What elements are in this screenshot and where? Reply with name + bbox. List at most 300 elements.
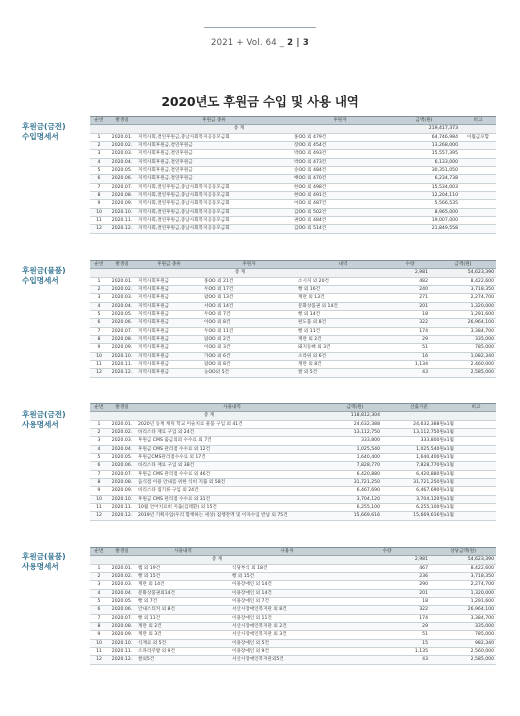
table-row bbox=[90, 361, 496, 369]
table-cell: 바리스타 집기류 구입 외 24건 bbox=[136, 487, 328, 495]
table-header-row bbox=[90, 261, 496, 269]
table-row bbox=[90, 573, 496, 581]
table-cell: 2020.10. bbox=[108, 495, 136, 503]
page-header bbox=[0, 0, 520, 60]
table-cell bbox=[460, 142, 496, 150]
total-label: 총 계 bbox=[90, 269, 390, 277]
table-cell: 43 bbox=[344, 656, 430, 664]
table-row bbox=[90, 512, 496, 520]
table-cell: 1,320,000 bbox=[430, 302, 496, 310]
table-cell: 팜OO 외 13건 bbox=[202, 294, 296, 302]
column-header: 비고 bbox=[460, 117, 496, 125]
table-cell: 7,828,770 bbox=[328, 462, 382, 470]
table-cell: 2020.05. bbox=[108, 454, 136, 462]
table-cell: 1,134 bbox=[390, 361, 430, 369]
table-cell: 2020.07. bbox=[108, 470, 136, 478]
table-row bbox=[90, 336, 496, 344]
table-cell: 2020.10. bbox=[108, 352, 136, 360]
table-cell: 13,112,750 bbox=[328, 429, 382, 437]
table-cell: 권OO 외 484건 bbox=[292, 217, 388, 225]
table-row bbox=[90, 277, 496, 285]
table-cell: 2020.03. bbox=[108, 294, 136, 302]
table-cell: 7 bbox=[90, 183, 108, 191]
section-label-goods-income bbox=[22, 266, 66, 286]
table-cell: 2020.06. bbox=[108, 462, 136, 470]
table-cell: 2020.07. bbox=[108, 183, 136, 191]
table-cell: 2020.06. bbox=[108, 175, 136, 183]
column-header: 순번 bbox=[90, 404, 108, 412]
table-cell: 2020.04. bbox=[108, 158, 136, 166]
table-cell: 편도품 외 8건 bbox=[296, 319, 390, 327]
table-cell: 335,000 bbox=[430, 336, 496, 344]
section-label-line1: 후원금(금전) bbox=[22, 410, 66, 419]
table-cell: 31,721,250 bbox=[328, 479, 382, 487]
table-cell: 18 bbox=[344, 598, 430, 606]
table-cell: 이OO 외 8건 bbox=[202, 319, 296, 327]
table-cell: 15,669,616원x1월 bbox=[382, 512, 456, 520]
table-cell: 서OO 외 14건 bbox=[202, 302, 296, 310]
table-cell: 계란 외 8건 bbox=[296, 361, 390, 369]
table-cell: 계란 외 2건 bbox=[296, 336, 390, 344]
table-cell: 돼지등뼈 외 3건 bbox=[296, 344, 390, 352]
table-row bbox=[90, 302, 496, 310]
column-header: 발생일 bbox=[108, 548, 136, 556]
total-row bbox=[90, 125, 496, 133]
table-cell: 지역사회후원금 bbox=[136, 327, 202, 335]
table-row bbox=[90, 606, 496, 614]
table-cell: 후원금 CMS 출금의뢰 수수료 외 7건 bbox=[136, 437, 328, 445]
table-cell: 2020.03. bbox=[108, 437, 136, 445]
table-cell: 이용장애인 외 5건 bbox=[230, 639, 344, 647]
table-cell: 12 bbox=[90, 369, 108, 377]
table-cell: 2020.04. bbox=[108, 302, 136, 310]
table-cell: 12 bbox=[90, 225, 108, 233]
table-cell: 2020.03. bbox=[108, 581, 136, 589]
table-cell bbox=[460, 158, 496, 166]
table-cell: 2020.11. bbox=[108, 648, 136, 656]
table-cell: 지역사회후원금 bbox=[136, 369, 202, 377]
table-cell: 3,718,350 bbox=[430, 286, 496, 294]
table-cell: 문화상품권외14건 bbox=[136, 589, 230, 597]
page-number: 2 | 3 bbox=[287, 38, 309, 48]
table-cell: 2020.09. bbox=[108, 631, 136, 639]
table-row bbox=[90, 344, 496, 352]
table-cell: 팜OO 외 8건 bbox=[202, 361, 296, 369]
table-cell: 지역사회후원금,결연후원금 bbox=[136, 158, 292, 166]
column-header: 수량 bbox=[390, 261, 430, 269]
column-header: 후원자 bbox=[202, 261, 296, 269]
table-cell: 290 bbox=[344, 581, 430, 589]
table-cell: 6,467,690원x1월 bbox=[382, 487, 456, 495]
table-cell: 빵 외 16건 bbox=[296, 286, 390, 294]
table-cell: 식당부식 외 18건 bbox=[230, 564, 344, 572]
table-cell: 2020.12. bbox=[108, 369, 136, 377]
table-cell: 빵 외 14건 bbox=[296, 311, 390, 319]
table-cell: 10 bbox=[90, 639, 108, 647]
table-cell: 2020.09. bbox=[108, 200, 136, 208]
table-cell: 계란 외 13건 bbox=[296, 294, 390, 302]
table-row bbox=[90, 445, 496, 453]
section-label-line2: 사용명세서 bbox=[22, 562, 59, 571]
table-row bbox=[90, 133, 496, 141]
table-cell: 두OO 외 11건 bbox=[202, 327, 296, 335]
table-cell: 1,640,400 bbox=[328, 454, 382, 462]
table-cell: 6,467,690 bbox=[328, 487, 382, 495]
table-cell: 쌀 외 5건 bbox=[296, 369, 390, 377]
table-cell: 12 bbox=[90, 512, 108, 520]
table-cell: 6,133,000 bbox=[388, 158, 460, 166]
table-cell: 2020.01. bbox=[108, 277, 136, 285]
table-cell: 3 bbox=[90, 581, 108, 589]
table-cell: 15 bbox=[344, 639, 430, 647]
total-cell bbox=[460, 125, 496, 133]
table-cell: 2020.05. bbox=[108, 598, 136, 606]
table-row bbox=[90, 208, 496, 216]
table-cell: 2,560,000 bbox=[430, 648, 496, 656]
table-row bbox=[90, 454, 496, 462]
table-cell: 13,268,000 bbox=[388, 142, 460, 150]
table-cell: 174 bbox=[344, 614, 430, 622]
table-cell: 쌀외5건 bbox=[136, 656, 230, 664]
table-cell: 2020.11. bbox=[108, 361, 136, 369]
table-cell bbox=[456, 504, 496, 512]
table-cell: 12 bbox=[90, 656, 108, 664]
table-cell: 빵 외 7건 bbox=[136, 598, 230, 606]
table-cell: 64,746,984 bbox=[388, 133, 460, 141]
table-cell: 소시지 외 20건 bbox=[296, 277, 390, 285]
table-cell bbox=[456, 462, 496, 470]
column-header: 발생일 bbox=[108, 117, 136, 125]
table-cell bbox=[460, 150, 496, 158]
table-cell: 6 bbox=[90, 462, 108, 470]
table-cell: 10 bbox=[90, 495, 108, 503]
table-row bbox=[90, 648, 496, 656]
column-header: 비고 bbox=[456, 404, 496, 412]
table-row bbox=[90, 581, 496, 589]
table-cell: 1,291,600 bbox=[430, 311, 496, 319]
column-header: 금액(원) bbox=[388, 117, 460, 125]
table-cell: 8 bbox=[90, 192, 108, 200]
table-row bbox=[90, 200, 496, 208]
table-cell: 7,828,770원x1월 bbox=[382, 462, 456, 470]
table-cell: 2020.02. bbox=[108, 429, 136, 437]
column-header: 사용내역 bbox=[136, 548, 230, 556]
table-cell: 9 bbox=[90, 487, 108, 495]
table-cell: 1 bbox=[90, 564, 108, 572]
table-cell: 2 bbox=[90, 573, 108, 581]
column-header: 후원금 종류 bbox=[136, 117, 292, 125]
section-label-line1: 후원금(물품) bbox=[22, 266, 66, 275]
table-cell bbox=[460, 200, 496, 208]
table-cell: 음식점 이용 안내를 위한 식비 지출 외 58건 bbox=[136, 479, 328, 487]
column-header: 상당금액(원) bbox=[430, 548, 496, 556]
table-cell: 서산시장애인복지관외5건 bbox=[230, 656, 344, 664]
table-header-row bbox=[90, 404, 496, 412]
table-cell: 2020.05. bbox=[108, 167, 136, 175]
table-row bbox=[90, 437, 496, 445]
section-label-line2: 사용명세서 bbox=[22, 420, 59, 429]
table-cell: 30,351,050 bbox=[388, 167, 460, 175]
table-cell: 지역사회,결연후원금,충남사회복지공동모금회 bbox=[136, 217, 292, 225]
table-row bbox=[90, 158, 496, 166]
table-cell: 785,000 bbox=[430, 344, 496, 352]
table-cell: 271 bbox=[390, 294, 430, 302]
table-cell: 현OO 외 491건 bbox=[292, 192, 388, 200]
table-cell: 15,557,395 bbox=[388, 150, 460, 158]
table-cell: 8,965,000 bbox=[388, 208, 460, 216]
table-cell: 2020.01. bbox=[108, 420, 136, 428]
table-cell: 21,849,558 bbox=[388, 225, 460, 233]
table-cell: 이용장애인 외 14건 bbox=[230, 581, 344, 589]
table-cell: 26,964,100 bbox=[430, 319, 496, 327]
table-cell: 11 bbox=[90, 504, 108, 512]
table-cell: 11 bbox=[90, 648, 108, 656]
table-cell: 51 bbox=[390, 344, 430, 352]
table-cell: 6 bbox=[90, 175, 108, 183]
table-cell: 1,025,540원x1월 bbox=[382, 445, 456, 453]
table-cell: 1 bbox=[90, 133, 108, 141]
table-cell: 2,274,700 bbox=[430, 581, 496, 589]
column-header: 순번 bbox=[90, 548, 108, 556]
table-cell: 7 bbox=[90, 614, 108, 622]
table-cell: 식재료 외 5건 bbox=[136, 639, 230, 647]
total-row bbox=[90, 412, 496, 420]
table-cell: 지역사회,결연후원금,충남사회복지공동모금회 bbox=[136, 208, 292, 216]
table-cell: 13,112,750원x1월 bbox=[382, 429, 456, 437]
table-row bbox=[90, 504, 496, 512]
table-cell: 2020.07. bbox=[108, 614, 136, 622]
section-label-line1: 후원금(금전) bbox=[22, 122, 66, 131]
table-cell: 김OO 외 502건 bbox=[292, 208, 388, 216]
table-cell: 지역사회후원금 bbox=[136, 344, 202, 352]
column-header: 금액(원) bbox=[328, 404, 382, 412]
table-cell: 지역사회후원금 bbox=[136, 361, 202, 369]
table-cell: 2020.01. bbox=[108, 133, 136, 141]
table-row bbox=[90, 656, 496, 664]
table-row bbox=[90, 286, 496, 294]
table-cell bbox=[460, 183, 496, 191]
table-cell: 지역사회후원금 bbox=[136, 294, 202, 302]
table-cell: 지역사회후원금 bbox=[136, 311, 202, 319]
table-cell: 7 bbox=[90, 327, 108, 335]
table-cell: 이용장애인 외 11건 bbox=[230, 614, 344, 622]
table-row bbox=[90, 639, 496, 647]
table-cell: 11 bbox=[90, 361, 108, 369]
column-header: 산출기준 bbox=[382, 404, 456, 412]
table-cell: 24,632,388원x1월 bbox=[382, 420, 456, 428]
table-cell bbox=[456, 445, 496, 453]
table-cell: 후원금 CMS 관리점 수수료 외 12건 bbox=[136, 445, 328, 453]
table-cell: 가OO 외 6건 bbox=[202, 352, 296, 360]
table-cell: 2020.06. bbox=[108, 319, 136, 327]
table-cell: 빵 외 11건 bbox=[136, 614, 230, 622]
table-cell: 김OO 외 514건 bbox=[292, 225, 388, 233]
table-cell: 11 bbox=[90, 217, 108, 225]
table-row bbox=[90, 589, 496, 597]
table-row bbox=[90, 319, 496, 327]
column-header: 후원자 bbox=[292, 117, 388, 125]
table-cell: 빵 외 11건 bbox=[296, 327, 390, 335]
table-cell: 한OO 외 498건 bbox=[292, 183, 388, 191]
table-cell: 지역사회,결연후원금,충남사회복지공동모금회 bbox=[136, 133, 292, 141]
table-cell: 16 bbox=[390, 352, 430, 360]
table-cell: 1,082,340 bbox=[430, 352, 496, 360]
table-cell: 335,000 bbox=[430, 623, 496, 631]
table-cell: 5,566,535 bbox=[388, 200, 460, 208]
table-cell: 바리스타 재료 구입 외 38건 bbox=[136, 462, 328, 470]
table-cell: 2020.10. bbox=[108, 639, 136, 647]
table-cell: 29 bbox=[390, 336, 430, 344]
total-label: 총 계 bbox=[90, 556, 344, 564]
table-cell: 9 bbox=[90, 631, 108, 639]
table-cell: 2020.12. bbox=[108, 512, 136, 520]
table-cell: 2020.10. bbox=[108, 208, 136, 216]
table-cell: 지역사회후원금 bbox=[136, 302, 202, 310]
column-header: 사용내역 bbox=[136, 404, 328, 412]
section-label-line2: 수입명세서 bbox=[22, 132, 59, 141]
table-cell: 지역사회후원금,결연후원금 bbox=[136, 142, 292, 150]
table-row bbox=[90, 175, 496, 183]
table-row bbox=[90, 487, 496, 495]
table-row bbox=[90, 327, 496, 335]
section-label-goods-usage bbox=[22, 552, 66, 572]
table-cell: 지역사회,결연후원금,충남사회복지공동모금회 bbox=[136, 183, 292, 191]
table-cell: 지역사회후원금,결연후원금 bbox=[136, 167, 292, 175]
table-cell: 236 bbox=[344, 573, 430, 581]
table-cell: 2020.04. bbox=[108, 445, 136, 453]
column-header: 후원금 종류 bbox=[136, 261, 202, 269]
table-cell: 2,460,000 bbox=[430, 361, 496, 369]
table-cell: 2019년 기획사업(우리 함께하는 세상) 집행잔액 및 이자수입 반납 외 75건 bbox=[136, 512, 328, 520]
total-cell bbox=[382, 412, 456, 420]
table-row bbox=[90, 150, 496, 158]
table-cell: 1,291,600 bbox=[430, 598, 496, 606]
table-cell: 2,585,000 bbox=[430, 656, 496, 664]
table-cell: 24,632,388 bbox=[328, 420, 382, 428]
table-cell: 2020.03. bbox=[108, 150, 136, 158]
table-cell: 계란 외 2건 bbox=[136, 623, 230, 631]
table-cell: 12,204,110 bbox=[388, 192, 460, 200]
table-cell: 이월금포함 bbox=[460, 133, 496, 141]
total-amount: 54,623,390 bbox=[430, 556, 496, 564]
table-cell: 3,704,120원x1월 bbox=[382, 495, 456, 503]
table-cell: 송OO 외 484건 bbox=[292, 167, 388, 175]
table-cell: 2020.09. bbox=[108, 487, 136, 495]
goods-income-table bbox=[90, 260, 496, 378]
table-cell: 19,007,000 bbox=[388, 217, 460, 225]
table-cell: 3 bbox=[90, 150, 108, 158]
table-row bbox=[90, 183, 496, 191]
table-row bbox=[90, 479, 496, 487]
total-qty: 2,981 bbox=[390, 269, 430, 277]
table-cell: 2,274,700 bbox=[430, 294, 496, 302]
cash-income-table bbox=[90, 116, 496, 234]
table-cell: 1,320,000 bbox=[430, 589, 496, 597]
table-cell: 홍OO 외 479건 bbox=[292, 133, 388, 141]
total-label: 총 계 bbox=[90, 412, 328, 420]
section-label-line2: 수입명세서 bbox=[22, 276, 59, 285]
table-cell: 후원금 CMS 관리점 수수료 외 46건 bbox=[136, 470, 328, 478]
table-row bbox=[90, 623, 496, 631]
table-cell: 26,964,100 bbox=[430, 606, 496, 614]
table-cell bbox=[460, 175, 496, 183]
total-qty: 2,981 bbox=[344, 556, 430, 564]
section-label-line1: 후원금(물품) bbox=[22, 552, 66, 561]
table-row bbox=[90, 225, 496, 233]
table-cell: 지역사회후원금,결연후원금 bbox=[136, 150, 292, 158]
table-cell: 1,640,400원x1월 bbox=[382, 454, 456, 462]
table-cell: 2020.08. bbox=[108, 479, 136, 487]
table-cell bbox=[456, 495, 496, 503]
table-cell bbox=[456, 437, 496, 445]
table-cell: 240 bbox=[390, 286, 430, 294]
goods-usage-table bbox=[90, 547, 496, 665]
table-cell bbox=[456, 470, 496, 478]
column-header: 금액(원) bbox=[430, 261, 496, 269]
table-cell: 2 bbox=[90, 142, 108, 150]
table-cell bbox=[456, 487, 496, 495]
table-cell: 333,800 bbox=[328, 437, 382, 445]
table-cell: 8 bbox=[90, 336, 108, 344]
table-cell: 2020.08. bbox=[108, 192, 136, 200]
table-cell: 8 bbox=[90, 479, 108, 487]
total-amount: 118,812,304 bbox=[328, 412, 382, 420]
table-cell: 지역사회,결연후원금,충남사회복지공동모금회 bbox=[136, 200, 292, 208]
table-cell: 6 bbox=[90, 606, 108, 614]
table-cell: 소라위 외 6건 bbox=[296, 352, 390, 360]
table-cell: 482 bbox=[390, 277, 430, 285]
table-row bbox=[90, 470, 496, 478]
table-cell: 29 bbox=[344, 623, 430, 631]
table-cell: 174 bbox=[390, 327, 430, 335]
table-cell: 43 bbox=[390, 369, 430, 377]
total-row bbox=[90, 269, 496, 277]
table-cell: 51 bbox=[344, 631, 430, 639]
table-cell: 지역사회,결연후원금,충남사회복지공동모금회 bbox=[136, 225, 292, 233]
column-header: 순번 bbox=[90, 261, 108, 269]
table-cell: 햄 외 19건 bbox=[136, 564, 230, 572]
table-cell: 4 bbox=[90, 589, 108, 597]
table-header-row bbox=[90, 117, 496, 125]
total-amount: 54,623,390 bbox=[430, 269, 496, 277]
table-cell: 박OO 외 473건 bbox=[292, 158, 388, 166]
table-cell: 2020.01. bbox=[108, 564, 136, 572]
table-cell: 두OO 외 17건 bbox=[202, 286, 296, 294]
table-cell: 6,420,880 bbox=[328, 470, 382, 478]
total-amount: 219,417,373 bbox=[388, 125, 460, 133]
table-cell: 배OO 외 470건 bbox=[292, 175, 388, 183]
table-cell: 농OO외 5건 bbox=[202, 369, 296, 377]
table-cell: 1,025,540 bbox=[328, 445, 382, 453]
table-cell: 2020.05. bbox=[108, 311, 136, 319]
column-header: 사용처 bbox=[230, 548, 344, 556]
table-cell: 10 bbox=[90, 208, 108, 216]
column-header: 순번 bbox=[90, 117, 108, 125]
table-cell: 322 bbox=[390, 319, 430, 327]
table-cell: 장OO 외 454건 bbox=[292, 142, 388, 150]
table-cell: 2020.11. bbox=[108, 504, 136, 512]
table-cell: 서산시장애인복지관 외 3건 bbox=[230, 631, 344, 639]
table-cell bbox=[460, 217, 496, 225]
table-cell: 10월 언어치료비 지출(김태환) 외 15건 bbox=[136, 504, 328, 512]
page-title: 2020년도 후원금 수입 및 사용 내역 bbox=[161, 94, 359, 109]
table-cell: 2 bbox=[90, 429, 108, 437]
table-row bbox=[90, 167, 496, 175]
table-cell: 5 bbox=[90, 598, 108, 606]
table-cell: 이OO 외 3건 bbox=[202, 344, 296, 352]
table-cell: 15,669,616 bbox=[328, 512, 382, 520]
cash-usage-table bbox=[90, 403, 496, 521]
